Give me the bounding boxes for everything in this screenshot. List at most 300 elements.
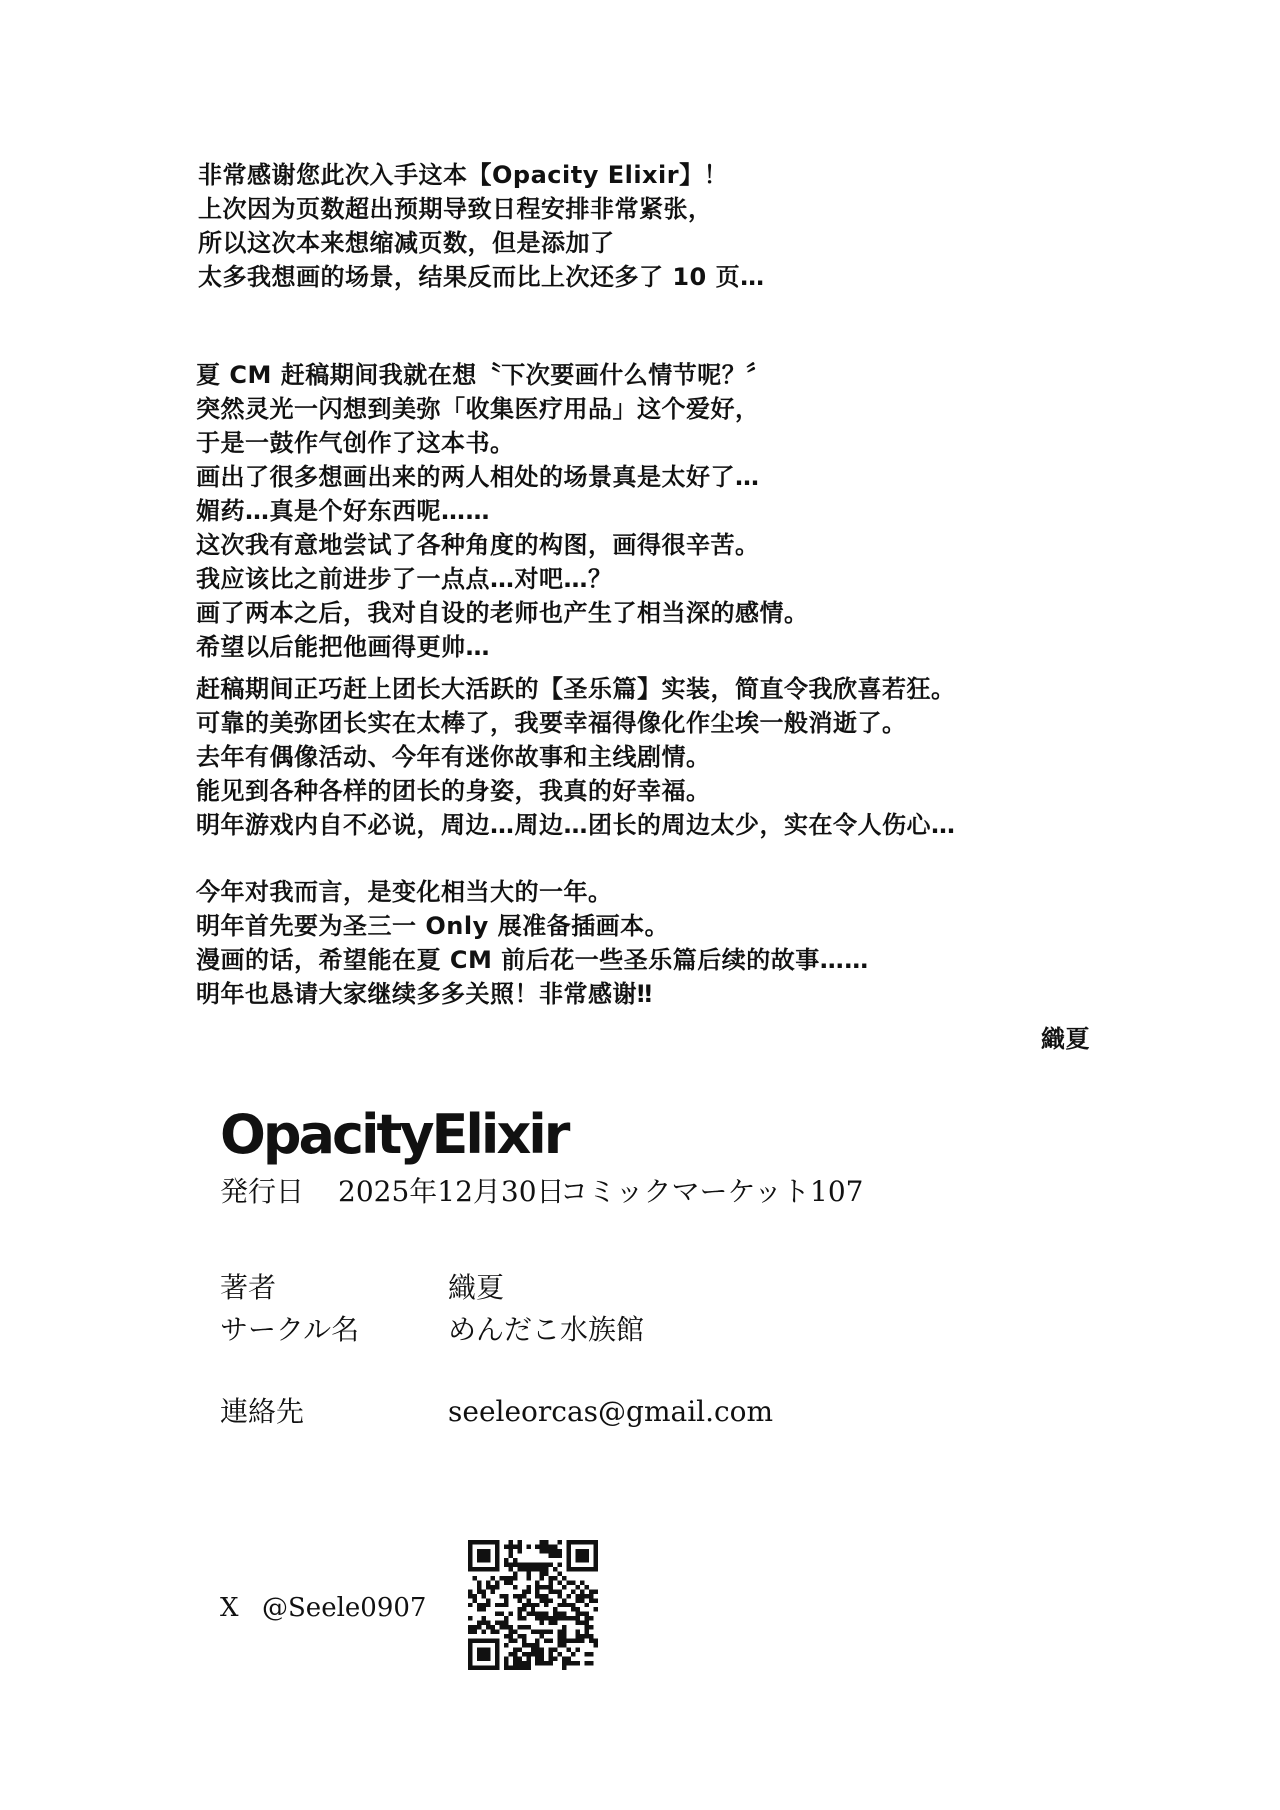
qr-module (513, 1544, 517, 1548)
qr-module (526, 1625, 530, 1629)
qr-module (535, 1661, 539, 1665)
qr-module (486, 1648, 490, 1652)
qr-module (567, 1594, 571, 1598)
qr-module (594, 1544, 598, 1548)
qr-module (495, 1544, 499, 1548)
qr-module (468, 1657, 472, 1661)
qr-module (481, 1666, 485, 1670)
qr-module (540, 1612, 544, 1616)
qr-module (540, 1648, 544, 1652)
qr-module (531, 1603, 535, 1607)
qr-module (486, 1598, 490, 1602)
qr-module (517, 1616, 521, 1620)
qr-module (481, 1603, 485, 1607)
qr-module (513, 1594, 517, 1598)
qr-module (513, 1630, 517, 1634)
qr-module (486, 1580, 490, 1584)
qr-module (535, 1616, 539, 1620)
qr-module (504, 1594, 508, 1598)
qr-module (486, 1558, 490, 1562)
qr-module (549, 1630, 553, 1634)
qr-module (517, 1648, 521, 1652)
text-line: 于是一鼓作气创作了这本书。 (196, 429, 515, 457)
qr-module (468, 1589, 472, 1593)
qr-module (558, 1571, 562, 1575)
qr-module (585, 1612, 589, 1616)
qr-module (558, 1612, 562, 1616)
qr-module (513, 1661, 517, 1665)
text-line: 希望以后能把他画得更帅… (196, 633, 490, 661)
social-handle: @Seele0907 (262, 1593, 427, 1623)
qr-module (540, 1544, 544, 1548)
qr-module (594, 1589, 598, 1593)
qr-module (499, 1594, 503, 1598)
qr-module (490, 1639, 494, 1643)
qr-module (567, 1549, 571, 1553)
qr-module (481, 1639, 485, 1643)
qr-module (594, 1567, 598, 1571)
qr-module (589, 1594, 593, 1598)
qr-module (594, 1558, 598, 1562)
qr-module (589, 1589, 593, 1593)
qr-module (495, 1585, 499, 1589)
qr-module (526, 1612, 530, 1616)
text-line: 可靠的美弥团长实在太棒了，我要幸福得像化作尘埃一般消逝了。 (196, 709, 907, 737)
qr-module (594, 1639, 598, 1643)
qr-module (553, 1589, 557, 1593)
qr-module (477, 1540, 481, 1544)
qr-module (477, 1589, 481, 1593)
qr-module (576, 1634, 580, 1638)
qr-module (468, 1553, 472, 1557)
qr-module (526, 1562, 530, 1566)
qr-module (544, 1594, 548, 1598)
qr-module (544, 1562, 548, 1566)
text-line: 突然灵光一闪想到美弥「收集医疗用品」这个爱好， (196, 395, 760, 423)
qr-module (517, 1625, 521, 1629)
qr-module (580, 1589, 584, 1593)
qr-module (522, 1594, 526, 1598)
qr-module (481, 1589, 485, 1593)
qr-module (468, 1630, 472, 1634)
qr-module (576, 1585, 580, 1589)
qr-module (585, 1630, 589, 1634)
qr-module (571, 1567, 575, 1571)
text-line: 明年也恳请大家继续多多关照！非常感谢‼ (196, 980, 653, 1008)
qr-module (562, 1598, 566, 1602)
text-line: 这次我有意地尝试了各种角度的构图，画得很辛苦。 (196, 531, 760, 559)
qr-module (522, 1589, 526, 1593)
qr-module (517, 1612, 521, 1616)
qr-module (580, 1594, 584, 1598)
qr-module (486, 1567, 490, 1571)
qr-module (553, 1549, 557, 1553)
qr-module (481, 1558, 485, 1562)
qr-module (508, 1567, 512, 1571)
qr-module (558, 1594, 562, 1598)
qr-module (495, 1540, 499, 1544)
qr-module (558, 1562, 562, 1566)
qr-module (594, 1598, 598, 1602)
qr-module (540, 1540, 544, 1544)
qr-module (580, 1580, 584, 1584)
qr-module (558, 1540, 562, 1544)
contact-label: 連絡先 (220, 1395, 305, 1428)
text-line: 我应该比之前进步了一点点…对吧…？ (196, 565, 613, 593)
qr-module (477, 1567, 481, 1571)
qr-module (477, 1652, 481, 1656)
text-line: 漫画的话，希望能在夏 CM 前后花一些圣乐篇后续的故事…… (196, 946, 869, 974)
qr-module (544, 1639, 548, 1643)
qr-module (567, 1648, 571, 1652)
qr-module (504, 1661, 508, 1665)
qr-module (522, 1652, 526, 1656)
qr-module (508, 1549, 512, 1553)
qr-module (589, 1616, 593, 1620)
qr-module (535, 1643, 539, 1647)
qr-module (472, 1598, 476, 1602)
qr-module (504, 1666, 508, 1670)
qr-module (589, 1540, 593, 1544)
qr-module (486, 1639, 490, 1643)
qr-module (562, 1585, 566, 1589)
qr-module (576, 1607, 580, 1611)
qr-module (571, 1652, 575, 1656)
qr-module (576, 1648, 580, 1652)
text-line: 画出了很多想画出来的两人相处的场景真是太好了… (196, 463, 760, 491)
text-line: 上次因为页数超出预期导致日程安排非常紧张， (198, 195, 713, 223)
qr-module (531, 1562, 535, 1566)
qr-module (499, 1603, 503, 1607)
qr-module (558, 1589, 562, 1593)
qr-module (486, 1666, 490, 1670)
qr-module (544, 1603, 548, 1607)
qr-module (567, 1567, 571, 1571)
text-line: 夏 CM 赶稿期间我就在想〝下次要画什么情节呢？〞 (196, 361, 771, 389)
qr-module (540, 1549, 544, 1553)
qr-module (508, 1630, 512, 1634)
qr-module (495, 1643, 499, 1647)
qr-module (576, 1558, 580, 1562)
text-line: 明年游戏内自不必说，周边…周边…团长的周边太少，实在令人伤心… (196, 811, 956, 839)
qr-module (594, 1607, 598, 1611)
qr-module (571, 1540, 575, 1544)
qr-module (517, 1657, 521, 1661)
qr-module (481, 1549, 485, 1553)
qr-module (562, 1643, 566, 1647)
event-name: コミックマーケット107 (560, 1175, 864, 1208)
qr-module (567, 1657, 571, 1661)
qr-module (486, 1621, 490, 1625)
qr-module (585, 1661, 589, 1665)
qr-module (535, 1639, 539, 1643)
qr-module (558, 1643, 562, 1647)
qr-module (517, 1598, 521, 1602)
qr-module (544, 1544, 548, 1548)
qr-module (486, 1585, 490, 1589)
qr-module (522, 1643, 526, 1647)
qr-module (504, 1598, 508, 1602)
qr-module (504, 1643, 508, 1647)
qr-module (585, 1549, 589, 1553)
qr-module (585, 1594, 589, 1598)
qr-module (526, 1652, 530, 1656)
qr-module (526, 1589, 530, 1593)
qr-module (495, 1621, 499, 1625)
qr-module (472, 1625, 476, 1629)
author-name: 織夏 (448, 1271, 505, 1304)
qr-module (495, 1553, 499, 1557)
qr-module (495, 1567, 499, 1571)
qr-module (580, 1639, 584, 1643)
qr-module (549, 1580, 553, 1584)
qr-module (522, 1603, 526, 1607)
qr-module (576, 1621, 580, 1625)
qr-module (562, 1630, 566, 1634)
qr-module (508, 1639, 512, 1643)
qr-module (517, 1607, 521, 1611)
qr-module (567, 1544, 571, 1548)
qr-module (531, 1630, 535, 1634)
qr-module (540, 1585, 544, 1589)
author-row (220, 1268, 504, 1308)
qr-module (562, 1634, 566, 1638)
qr-module (567, 1553, 571, 1557)
qr-module (585, 1585, 589, 1589)
qr-module (549, 1562, 553, 1566)
qr-module (517, 1562, 521, 1566)
qr-module (585, 1616, 589, 1620)
qr-module (499, 1612, 503, 1616)
qr-module (535, 1603, 539, 1607)
qr-module (522, 1567, 526, 1571)
qr-module (531, 1567, 535, 1571)
qr-module (517, 1567, 521, 1571)
qr-module (504, 1625, 508, 1629)
qr-module (576, 1630, 580, 1634)
qr-module (562, 1625, 566, 1629)
qr-module (558, 1580, 562, 1584)
qr-module (513, 1652, 517, 1656)
qr-module (526, 1657, 530, 1661)
qr-module (549, 1576, 553, 1580)
qr-module (477, 1585, 481, 1589)
publish-row (220, 1172, 864, 1212)
qr-module (540, 1598, 544, 1602)
qr-module (526, 1666, 530, 1670)
qr-module (540, 1652, 544, 1656)
qr-module (508, 1652, 512, 1656)
qr-module (589, 1634, 593, 1638)
qr-module (535, 1544, 539, 1548)
qr-module (513, 1571, 517, 1575)
qr-module (526, 1603, 530, 1607)
qr-module (558, 1616, 562, 1620)
qr-module (481, 1540, 485, 1544)
qr-module (571, 1603, 575, 1607)
qr-module (535, 1657, 539, 1661)
qr-module (576, 1567, 580, 1571)
qr-module (513, 1657, 517, 1661)
qr-module (517, 1594, 521, 1598)
qr-module (567, 1580, 571, 1584)
qr-module (535, 1652, 539, 1656)
qr-module (468, 1558, 472, 1562)
qr-module (517, 1540, 521, 1544)
qr-module (495, 1603, 499, 1607)
qr-module (468, 1616, 472, 1620)
qr-module (481, 1630, 485, 1634)
qr-module (535, 1580, 539, 1584)
qr-module (522, 1661, 526, 1665)
qr-code-graphic (468, 1540, 598, 1670)
qr-module (526, 1567, 530, 1571)
qr-module (585, 1553, 589, 1557)
qr-module (531, 1643, 535, 1647)
qr-module (571, 1607, 575, 1611)
qr-module (468, 1666, 472, 1670)
qr-module (490, 1589, 494, 1593)
qr-module (477, 1639, 481, 1643)
qr-module (580, 1612, 584, 1616)
social-label: X (220, 1593, 239, 1623)
qr-module (504, 1544, 508, 1548)
qr-module (576, 1553, 580, 1557)
qr-module (468, 1661, 472, 1665)
qr-module (477, 1558, 481, 1562)
qr-module (540, 1576, 544, 1580)
qr-module (499, 1576, 503, 1580)
qr-module (562, 1612, 566, 1616)
qr-module (472, 1576, 476, 1580)
qr-module (558, 1553, 562, 1557)
qr-module (540, 1634, 544, 1638)
qr-module (477, 1553, 481, 1557)
qr-module (490, 1540, 494, 1544)
qr-module (594, 1540, 598, 1544)
qr-module (508, 1625, 512, 1629)
qr-module (553, 1648, 557, 1652)
qr-module (468, 1643, 472, 1647)
qr-module (517, 1549, 521, 1553)
qr-module (535, 1585, 539, 1589)
qr-module (513, 1648, 517, 1652)
qr-module (580, 1567, 584, 1571)
qr-module (535, 1589, 539, 1593)
qr-module (535, 1562, 539, 1566)
qr-module (580, 1553, 584, 1557)
qr-module (580, 1540, 584, 1544)
qr-module (504, 1603, 508, 1607)
qr-module (567, 1540, 571, 1544)
qr-module (585, 1603, 589, 1607)
qr-module (540, 1567, 544, 1571)
qr-module (567, 1639, 571, 1643)
qr-module (553, 1607, 557, 1611)
qr-module (562, 1657, 566, 1661)
qr-module (549, 1616, 553, 1620)
qr-module (589, 1639, 593, 1643)
circle-row (220, 1310, 644, 1350)
publish-label: 発行日 (220, 1175, 305, 1208)
qr-module (535, 1612, 539, 1616)
text-line: 明年首先要为圣三一 Only 展准备插画本。 (196, 912, 670, 940)
text-line: 画了两本之后，我对自设的老师也产生了相当深的感情。 (196, 599, 809, 627)
qr-module (562, 1576, 566, 1580)
qr-code-icon[interactable] (468, 1540, 598, 1670)
signature: 織夏 (1041, 1025, 1090, 1053)
qr-module (553, 1576, 557, 1580)
qr-module (477, 1607, 481, 1611)
qr-module (558, 1603, 562, 1607)
qr-module (495, 1580, 499, 1584)
qr-module (495, 1661, 499, 1665)
qr-module (517, 1544, 521, 1548)
publish-date: 2025年12月30日 (338, 1175, 565, 1208)
qr-module (549, 1661, 553, 1665)
qr-module (540, 1621, 544, 1625)
qr-module (486, 1549, 490, 1553)
qr-module (540, 1616, 544, 1620)
qr-module (553, 1544, 557, 1548)
qr-module (594, 1549, 598, 1553)
qr-module (495, 1657, 499, 1661)
qr-module (549, 1553, 553, 1557)
qr-module (517, 1666, 521, 1670)
qr-module (495, 1666, 499, 1670)
qr-module (472, 1639, 476, 1643)
qr-module (522, 1616, 526, 1620)
qr-module (508, 1612, 512, 1616)
qr-module (567, 1558, 571, 1562)
qr-module (535, 1630, 539, 1634)
qr-module (562, 1661, 566, 1665)
afterword-paragraph (196, 875, 869, 1011)
qr-module (508, 1562, 512, 1566)
qr-module (522, 1607, 526, 1611)
qr-module (513, 1585, 517, 1589)
qr-module (477, 1621, 481, 1625)
qr-module (526, 1576, 530, 1580)
qr-module (495, 1630, 499, 1634)
qr-module (490, 1576, 494, 1580)
qr-module (513, 1576, 517, 1580)
qr-module (472, 1594, 476, 1598)
qr-module (513, 1666, 517, 1670)
qr-module (549, 1598, 553, 1602)
qr-module (486, 1603, 490, 1607)
qr-module (508, 1666, 512, 1670)
qr-module (477, 1657, 481, 1661)
qr-module (495, 1558, 499, 1562)
qr-module (576, 1661, 580, 1665)
contact-email: seeleorcas@gmail.com (448, 1395, 774, 1428)
qr-module (553, 1616, 557, 1620)
afterword-paragraph (196, 358, 809, 664)
qr-module (504, 1580, 508, 1584)
qr-module (531, 1652, 535, 1656)
qr-module (504, 1657, 508, 1661)
qr-module (468, 1639, 472, 1643)
contact-row (220, 1392, 773, 1432)
text-line: 非常感谢您此次入手这本【Opacity Elixir】！ (198, 161, 729, 189)
qr-module (526, 1598, 530, 1602)
qr-module (508, 1580, 512, 1584)
text-line: 所以这次本来想缩减页数，但是添加了 (198, 229, 615, 257)
qr-module (540, 1594, 544, 1598)
qr-module (558, 1652, 562, 1656)
qr-module (486, 1652, 490, 1656)
